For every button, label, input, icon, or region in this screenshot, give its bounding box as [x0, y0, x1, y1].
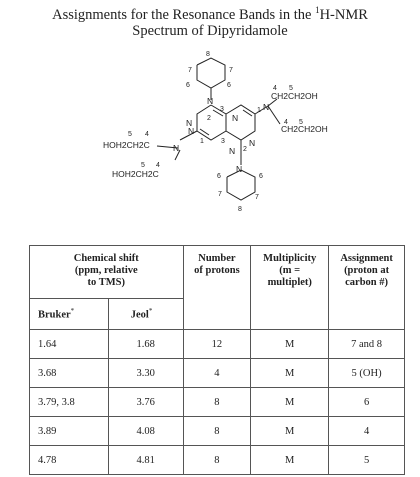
- side-chain-group: CH2CH2OH: [271, 91, 318, 101]
- header-line: (ppm, relative: [74, 265, 138, 276]
- header-line: (proton at: [344, 265, 390, 276]
- cell-assignment: 5 (OH): [329, 359, 405, 388]
- cell-multiplicity: M: [251, 388, 329, 417]
- table-row: [30, 417, 405, 446]
- subheader-label: Bruker: [38, 309, 71, 321]
- header-line: carbon #): [345, 277, 388, 288]
- cell-multiplicity: M: [251, 417, 329, 446]
- atom-n: N: [249, 138, 256, 148]
- cell-bruker: 3.89: [30, 417, 109, 446]
- position-number: 4: [273, 85, 277, 92]
- atom-n: N: [263, 102, 270, 112]
- atom-n: N: [229, 146, 236, 156]
- position-number: 7: [229, 67, 233, 74]
- header-line: Assignment: [340, 253, 393, 264]
- table-row: [30, 330, 405, 359]
- position-number: 6: [186, 82, 190, 89]
- cell-assignment: 7 and 8: [329, 330, 405, 359]
- position-number: 4: [145, 131, 149, 138]
- header-line: Multiplicity: [263, 253, 317, 264]
- position-number: 5: [141, 162, 145, 169]
- position-number: 3: [220, 106, 224, 113]
- position-number: 4: [156, 162, 160, 169]
- position-number: 8: [238, 206, 242, 213]
- position-number: 7: [255, 194, 259, 201]
- cell-assignment: 5: [329, 446, 405, 475]
- cell-protons: 8: [183, 388, 251, 417]
- side-chain-group: CH2CH2OH: [281, 124, 328, 134]
- nmr-assignment-table: [29, 245, 405, 475]
- header-line: multiplet): [267, 277, 312, 288]
- title-text: Assignments for the Resonance Bands in the: [52, 7, 316, 23]
- subheader-bruker: [30, 299, 109, 330]
- atom-n: N: [188, 126, 195, 136]
- cell-jeol: 4.08: [108, 417, 183, 446]
- cell-jeol: 3.30: [108, 359, 183, 388]
- footnote-marker: *: [148, 307, 153, 316]
- cell-assignment: 4: [329, 417, 405, 446]
- cell-protons: 8: [183, 417, 251, 446]
- cell-multiplicity: M: [251, 446, 329, 475]
- cell-bruker: 1.64: [30, 330, 109, 359]
- atom-n: N: [232, 113, 239, 123]
- position-number: 2: [243, 146, 247, 153]
- atom-n: N: [207, 96, 214, 106]
- cell-assignment: 6: [329, 388, 405, 417]
- subheader-label: Jeol: [130, 309, 149, 321]
- atom-n: N: [236, 164, 243, 174]
- side-chain-group: HOH2CH2C: [103, 140, 150, 150]
- side-chain-group: HOH2CH2C: [112, 169, 159, 179]
- position-number: 7: [218, 191, 222, 198]
- position-number: 6: [227, 82, 231, 89]
- position-number: 3: [221, 138, 225, 145]
- table-row: [30, 388, 405, 417]
- footnote-marker: *: [70, 307, 75, 316]
- position-number: 7: [188, 67, 192, 74]
- position-number: 8: [206, 51, 210, 58]
- header-assignment: [329, 246, 405, 330]
- position-number: 6: [259, 173, 263, 180]
- table-header-row: [30, 246, 405, 299]
- cell-protons: 12: [183, 330, 251, 359]
- page-subtitle: Spectrum of Dipyridamole: [132, 23, 288, 39]
- position-number: 1: [200, 138, 204, 145]
- title-text-end: H-NMR: [319, 7, 368, 23]
- position-number: 5: [128, 131, 132, 138]
- cell-jeol: 1.68: [108, 330, 183, 359]
- page-title: [0, 7, 420, 23]
- title-superscript: 1: [315, 5, 320, 16]
- cell-jeol: 3.76: [108, 388, 183, 417]
- cell-bruker: 3.79, 3.8: [30, 388, 109, 417]
- atom-n: N: [173, 143, 180, 153]
- cell-bruker: 3.68: [30, 359, 109, 388]
- cell-jeol: 4.81: [108, 446, 183, 475]
- cell-protons: 8: [183, 446, 251, 475]
- header-multiplicity: [251, 246, 329, 330]
- position-number: 1: [257, 107, 261, 114]
- atom-n: N: [186, 118, 193, 128]
- subheader-jeol: [108, 299, 183, 330]
- dipyridamole-structure: [0, 40, 420, 225]
- cell-bruker: 4.78: [30, 446, 109, 475]
- header-line: (m =: [279, 265, 301, 276]
- header-chemical-shift: [30, 246, 184, 299]
- header-line: Chemical shift: [73, 253, 139, 264]
- header-line: of protons: [194, 265, 240, 276]
- position-number: 2: [207, 115, 211, 122]
- cell-multiplicity: M: [251, 359, 329, 388]
- position-number: 5: [289, 85, 293, 92]
- header-number-of-protons: [183, 246, 251, 330]
- header-line: Number: [198, 253, 236, 264]
- header-line: to TMS): [87, 277, 125, 288]
- cell-protons: 4: [183, 359, 251, 388]
- position-number: 5: [299, 119, 303, 126]
- table-row: [30, 359, 405, 388]
- position-number: 4: [284, 119, 288, 126]
- position-number: 6: [217, 173, 221, 180]
- table-row: [30, 446, 405, 475]
- cell-multiplicity: M: [251, 330, 329, 359]
